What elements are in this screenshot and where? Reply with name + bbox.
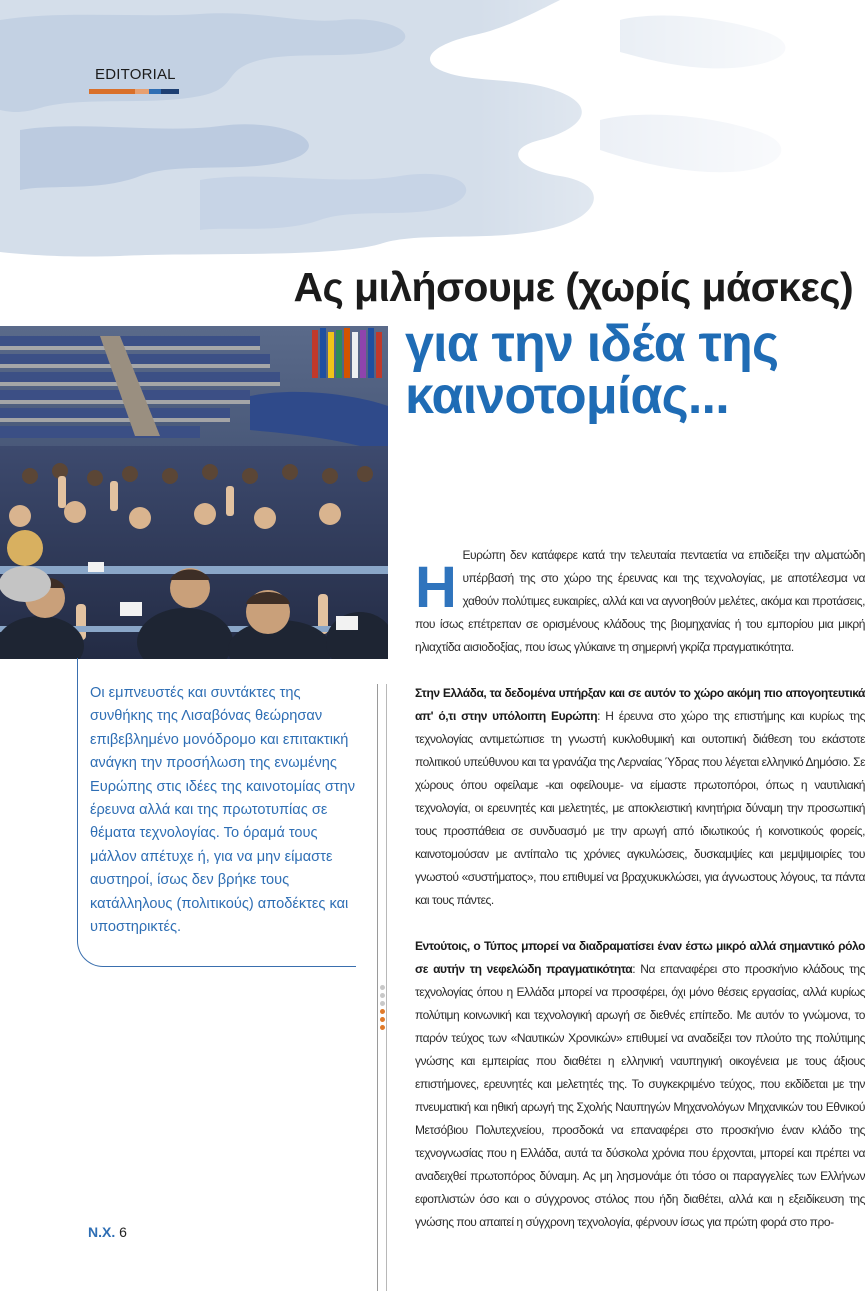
headline-line-2b: καινοτομίας...	[405, 367, 729, 425]
headline-line-1: Ας μιλήσουμε (χωρίς μάσκες)	[293, 264, 853, 310]
magazine-brand: N.X.	[88, 1224, 116, 1240]
paragraph-3-lead: Εντούτοις, ο Τύπος μπορεί να διαδραματίσει έναν έστω μικρό αλλά σημαντικό ρόλο σε αυτήν τη νεφελώδη πραγματικότητα	[415, 939, 865, 976]
header-banner-graphic	[0, 0, 867, 258]
paragraph-3-text: : Να επαναφέρει στο προσκήνιο κλάδους της τεχνολογίας όπου η Ελλάδα μπορεί να προσφέρει, όχι μόνο θέσεις εργασίας, αλλά κυρίως πολύτιμη κοινωνική και τεχνολογική αρωγή σε διεθνές επίπεδο. Με αυτόν το γνώμονα, το παρόν τεύχος των «Ναυτικών Χρονικών» επιθυμεί να αναδείξει τον πλούτο της πολύτιμης γνώσης και εμπειρίας που διαθέτει η ελληνική ναυπηγική οικογένεια με τους άξιους επιστήμονες, ερευνητές και μελετητές της. Το συγκεκριμένο τεύχος, που εκδίδεται με την πνευματική και ηθική αρωγή της Σχολής Ναυπηγών Μηχανολόγων Μηχανικών του Εθνικού Μετσόβιου Πολυτεχνείου, προσδοκά να επαναφέρει στο προσκήνιο έναν κλάδο της τεχνογνωσίας που η Ελλάδα, αυτά τα δύσκολα χρόνια που έρχονται, μπορεί και πρέπει να αναδειχθεί πρωτοπόρος δύναμη. Ας μη λησμονάμε ότι τόσο οι παραγγελίες των Ελλήνων εφοπλιστών όσο και ο σύγχρονος στόλος που ήδη διαθέτει, αλλά και η εξειδίκευση της γνώσης που απαιτεί η σύγχρονη τεχνολογία, φέρνουν ίσως για πρώτη φορά στο προ-	[415, 962, 865, 1229]
section-label-bar	[89, 89, 179, 94]
pull-quote-text: Οι εμπνευστές και συντάκτες της συνθήκης της Λισαβόνας θεώρησαν επιβεβλημένο μονόδρομο και επιτακτική ανάγκη την προσήλωση της ενωμένης Ευρώπης στις ιδέες της καινοτομίας στην έρευνα αλλά και της πρωτοτυπίας σε θέματα τεχνολογίας. Το όραμά τους μάλλον απέτυχε ή, για να μην είμαστε αυστηροί, ίσως δεν βρήκε τους κατάλληλους (πολιτικούς) αποδέκτες και υποστηρικτές.	[90, 685, 356, 936]
article-body	[415, 544, 865, 1234]
paragraph-2-lead: Στην Ελλάδα, τα δεδομένα υπήρξαν και σε αυτόν το χώρο ακόμη πιο απογοητευτικά απ' ό,τι στην υπόλοιπη Ευρώπη	[415, 686, 865, 723]
paragraph-2	[415, 682, 865, 912]
paragraph-2-text: : Η έρευνα στο χώρο της επιστήμης και κυρίως της τεχνολογίας αντιμετώπισε τη γνωστή κυκλοθυμική και ουτοπική διάθεση του εκάστοτε πολιτικού υπεύθυνου και τα γρανάζια της Λερναίας Ύδρας που λέγεται ελληνικό Δημόσιο. Σε χώρους όπου οφείλαμε -και οφείλουμε- να είμαστε πρωτοπόροι, όπως η ναυτιλιακή τεχνολογία, οι ερευνητές και μελετητές, με αποκλειστική κινητήρια δύναμη την προσωπική τους προσπάθεια σε συνδυασμό με την αρωγή από ιδιωτικούς ή κοινοτικούς φορείς, καινοτομούσαν με αντίπαλο τις χρόνιες αγκυλώσεις, δυσκαμψίες και μεμψιμοιρίες του γνωστού «συστήματος», που επιθυμεί να βραχυκυκλώσει, για άγνωστους λόγους, τα πάντα και τους πάντες.	[415, 709, 865, 907]
headline-line-2	[405, 315, 779, 425]
drop-cap: Η	[415, 555, 457, 620]
pull-quote-box	[77, 658, 356, 967]
column-divider-secondary	[386, 684, 387, 1291]
paragraph-1	[415, 544, 865, 659]
paragraph-3	[415, 935, 865, 1234]
paragraph-1-text: Ευρώπη δεν κατάφερε κατά την τελευταία πενταετία να επιδείξει την αλματώδη υπέρβασή της στο χώρο της έρευνας και της τεχνολογίας, με αποτέλεσμα να χαθούν πολύτιμες ευκαιρίες, αλλά και να αγνοηθούν μελέτες, ακόμα και προτάσεις, που ίσως επέτρεπαν σε ορισμένους κλάδους της βιομηχανίας ή του εμπορίου μια μικρή ηλιαχτίδα αισιοδοξίας, που ίσως γλύκαινε τη σημερινή γκρίζα πραγματικότητα.	[415, 548, 865, 654]
column-divider	[377, 684, 378, 1291]
headline-line-2a: για την ιδέα της	[405, 315, 779, 373]
parliament-photo	[0, 326, 388, 659]
section-label: EDITORIAL	[95, 66, 176, 83]
page-number: 6	[119, 1224, 127, 1240]
divider-dots	[380, 985, 386, 1033]
page-folio	[88, 1224, 127, 1240]
